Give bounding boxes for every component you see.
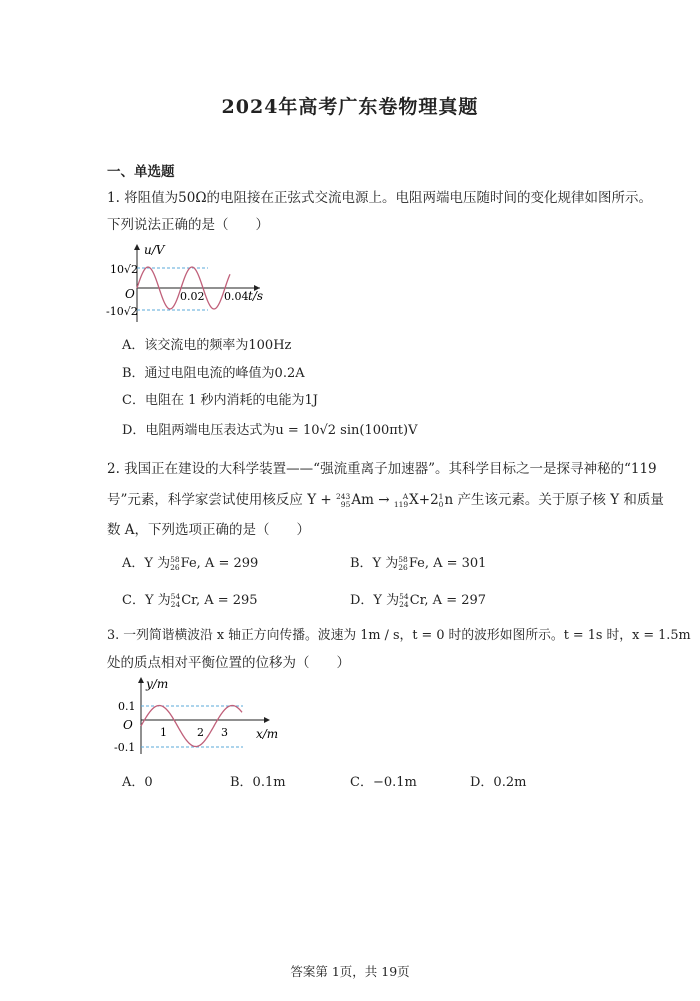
nuclide-mass: 54 xyxy=(170,591,181,601)
opt-prefix: B．Y 为 xyxy=(350,556,399,571)
n-charge: 0 xyxy=(438,499,444,509)
opt-prefix: A．Y 为 xyxy=(122,556,171,571)
q2-stem-line2-a: 号”元素，科学家尝试使用核反应 Y + xyxy=(107,492,332,508)
q3-y-axis-arrow xyxy=(138,677,144,683)
nuclide-nums xyxy=(170,556,180,572)
q3-option-c[interactable]: C．−0.1m xyxy=(350,775,417,790)
q1-option-d[interactable]: D．电阻两端电压表达式为u = 10√2 sin(100πt)V xyxy=(122,423,418,438)
q2-x-nums xyxy=(394,493,408,509)
q1-stem-line2: 下列说法正确的是（ ） xyxy=(107,217,269,233)
opt-prefix: C．Y 为 xyxy=(122,593,171,608)
nuclide-nums xyxy=(171,593,181,609)
q3-tick-2: 2 xyxy=(197,726,204,739)
q2-option-d[interactable] xyxy=(350,589,486,609)
nuclide-mass: 58 xyxy=(170,554,180,564)
am-charge: 95 xyxy=(340,499,351,509)
q3-stem-line2: 处的质点相对平衡位置的位移为（ ） xyxy=(107,655,350,671)
n-mass: 1 xyxy=(438,491,444,501)
n-symbol: n xyxy=(444,492,454,508)
nuclide-rest: Fe, A = 301 xyxy=(408,556,487,571)
q1-option-a[interactable]: A．该交流电的频率为100Hz xyxy=(122,338,292,353)
x-charge: 119 xyxy=(393,499,409,509)
q1-tick-004: 0.04 xyxy=(224,290,249,303)
q3-wave-graph xyxy=(108,674,288,756)
q3-ylabel: y/m xyxy=(146,677,169,691)
q2-option-c[interactable] xyxy=(122,589,258,609)
q1-tick-002: 0.02 xyxy=(180,290,205,303)
q2-stem-line2 xyxy=(107,488,664,509)
q1-origin: O xyxy=(125,287,135,301)
q2-n-nums xyxy=(439,493,444,509)
q1-stem-line1: 1. 将阻值为50Ω的电阻接在正弦式交流电源上。电阻两端电压随时间的变化规律如图所示。 xyxy=(107,190,653,206)
q2-stem-line3: 数 A，下列选项正确的是（ ） xyxy=(107,522,311,538)
nuclide-rest: Cr, A = 295 xyxy=(181,593,258,608)
nuclide-charge: 26 xyxy=(398,562,408,572)
q3-option-b[interactable]: B．0.1m xyxy=(230,775,286,790)
q1-y-axis-arrow xyxy=(134,244,140,250)
q1-ylabel: u/V xyxy=(144,243,165,257)
nuclide-charge: 24 xyxy=(399,599,409,609)
x-symbol: X+2 xyxy=(409,492,439,508)
page-footer: 答案第 1页，共 19页 xyxy=(290,964,410,979)
q1-ymax-label: 10√2 xyxy=(110,263,139,276)
q3-ymin-label: -0.1 xyxy=(114,741,136,754)
nuclide-nums xyxy=(399,593,409,609)
x-mass: A xyxy=(402,491,409,501)
section-heading: 一、单选题 xyxy=(107,164,175,180)
q1-option-b[interactable]: B．通过电阻电流的峰值为0.2A xyxy=(122,366,305,381)
q2-am-nums xyxy=(336,493,350,509)
q3-xlabel: x/m xyxy=(256,727,279,741)
q2-stem-line2-b: 产生该元素。关于原子核 Y 和质量 xyxy=(457,492,664,508)
q3-option-a[interactable]: A．0 xyxy=(122,775,153,790)
q2-option-a[interactable] xyxy=(122,552,258,572)
q1-ymin-label: -10√2 xyxy=(106,305,138,318)
nuclide-rest: Fe, A = 299 xyxy=(180,556,259,571)
q3-tick-3: 3 xyxy=(221,726,228,739)
opt-prefix: D．Y 为 xyxy=(350,593,400,608)
q2-stem-line1: 2. 我国正在建设的大科学装置——“强流重离子加速器”。其科学目标之一是探寻神秘的“119 xyxy=(107,461,657,477)
q3-x-axis-arrow xyxy=(264,717,270,723)
nuclide-rest: Cr, A = 297 xyxy=(409,593,487,608)
q3-tick-1: 1 xyxy=(160,726,167,739)
q1-option-c[interactable]: C．电阻在 1 秒内消耗的电能为1J xyxy=(122,393,318,408)
nuclide-charge: 24 xyxy=(170,599,181,609)
reaction-arrow: → xyxy=(378,492,390,508)
q3-origin: O xyxy=(123,718,133,732)
q1-voltage-graph xyxy=(100,240,280,325)
page-title: 2024年高考广东卷物理真题 xyxy=(221,96,479,118)
q3-option-d[interactable]: D．0.2m xyxy=(470,775,527,790)
nuclide-nums xyxy=(398,556,408,572)
am-mass: 243 xyxy=(336,491,351,501)
am-symbol: Am xyxy=(351,492,374,508)
q1-xlabel: t/s xyxy=(248,289,264,303)
nuclide-charge: 26 xyxy=(170,562,180,572)
nuclide-mass: 58 xyxy=(398,554,408,564)
q3-ymax-label: 0.1 xyxy=(118,700,136,713)
q3-stem-line1: 3. 一列简谐横波沿 x 轴正方向传播。波速为 1m / s，t = 0 时的波形如图所示。t = 1s 时，x = 1.5m xyxy=(107,628,691,643)
nuclide-mass: 54 xyxy=(399,591,409,601)
q2-option-b[interactable] xyxy=(350,552,486,572)
